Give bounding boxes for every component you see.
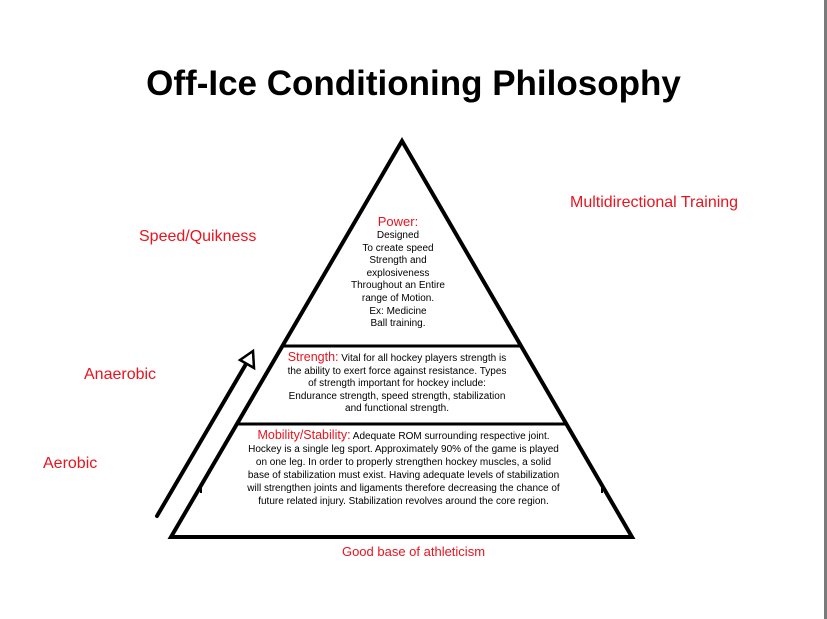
anaerobic-label: Anaerobic xyxy=(84,366,157,383)
power-tier xyxy=(336,214,460,331)
power-line: explosiveness xyxy=(366,267,430,279)
strength-tier-heading: Strength: xyxy=(287,350,339,364)
mobility-stability-body: Adequate ROM surrounding respective joint. Hockey is a single leg sport. Approximately 90% of the game is played on one leg. In order to properly strengthen hockey muscles, a solid base of stabilization must exist. Having adequate levels of stabilization will strengthen joints and ligaments therefore decreasing the chance of future related injury. Stabilization revolves around the core region. xyxy=(247,431,560,507)
power-line: range of Motion. xyxy=(361,292,435,304)
page-title: Off-Ice Conditioning Philosophy xyxy=(146,64,681,103)
power-line: Ex: Medicine xyxy=(369,305,427,317)
mobility-stability-tier xyxy=(246,429,561,508)
power-line: Designed xyxy=(376,230,420,241)
strength-tier-body: Vital for all hockey players strength is the ability to exert force against resistance. Types of strength important for hockey include: Endurance strength, speed strength, stabilization and functional strength. xyxy=(287,353,507,415)
base-of-athleticism-label: Good base of athleticism xyxy=(341,544,486,559)
multidirectional-training-label: Multidirectional Training xyxy=(570,194,739,211)
strength-tier xyxy=(284,351,510,416)
power-line: To create speed xyxy=(362,242,434,254)
power-line: Strength and xyxy=(369,255,427,267)
mobility-stability-heading: Mobility/Stability: xyxy=(257,428,351,442)
progression-arrow-icon xyxy=(157,351,254,516)
power-line: Ball training. xyxy=(370,318,426,330)
speed-quickness-label: Speed/Quikness xyxy=(139,228,257,245)
power-tier-heading: Power: xyxy=(377,214,419,229)
power-tier-body xyxy=(336,230,460,331)
power-line: Throughout an Entire xyxy=(351,280,445,292)
aerobic-label: Aerobic xyxy=(43,455,98,472)
